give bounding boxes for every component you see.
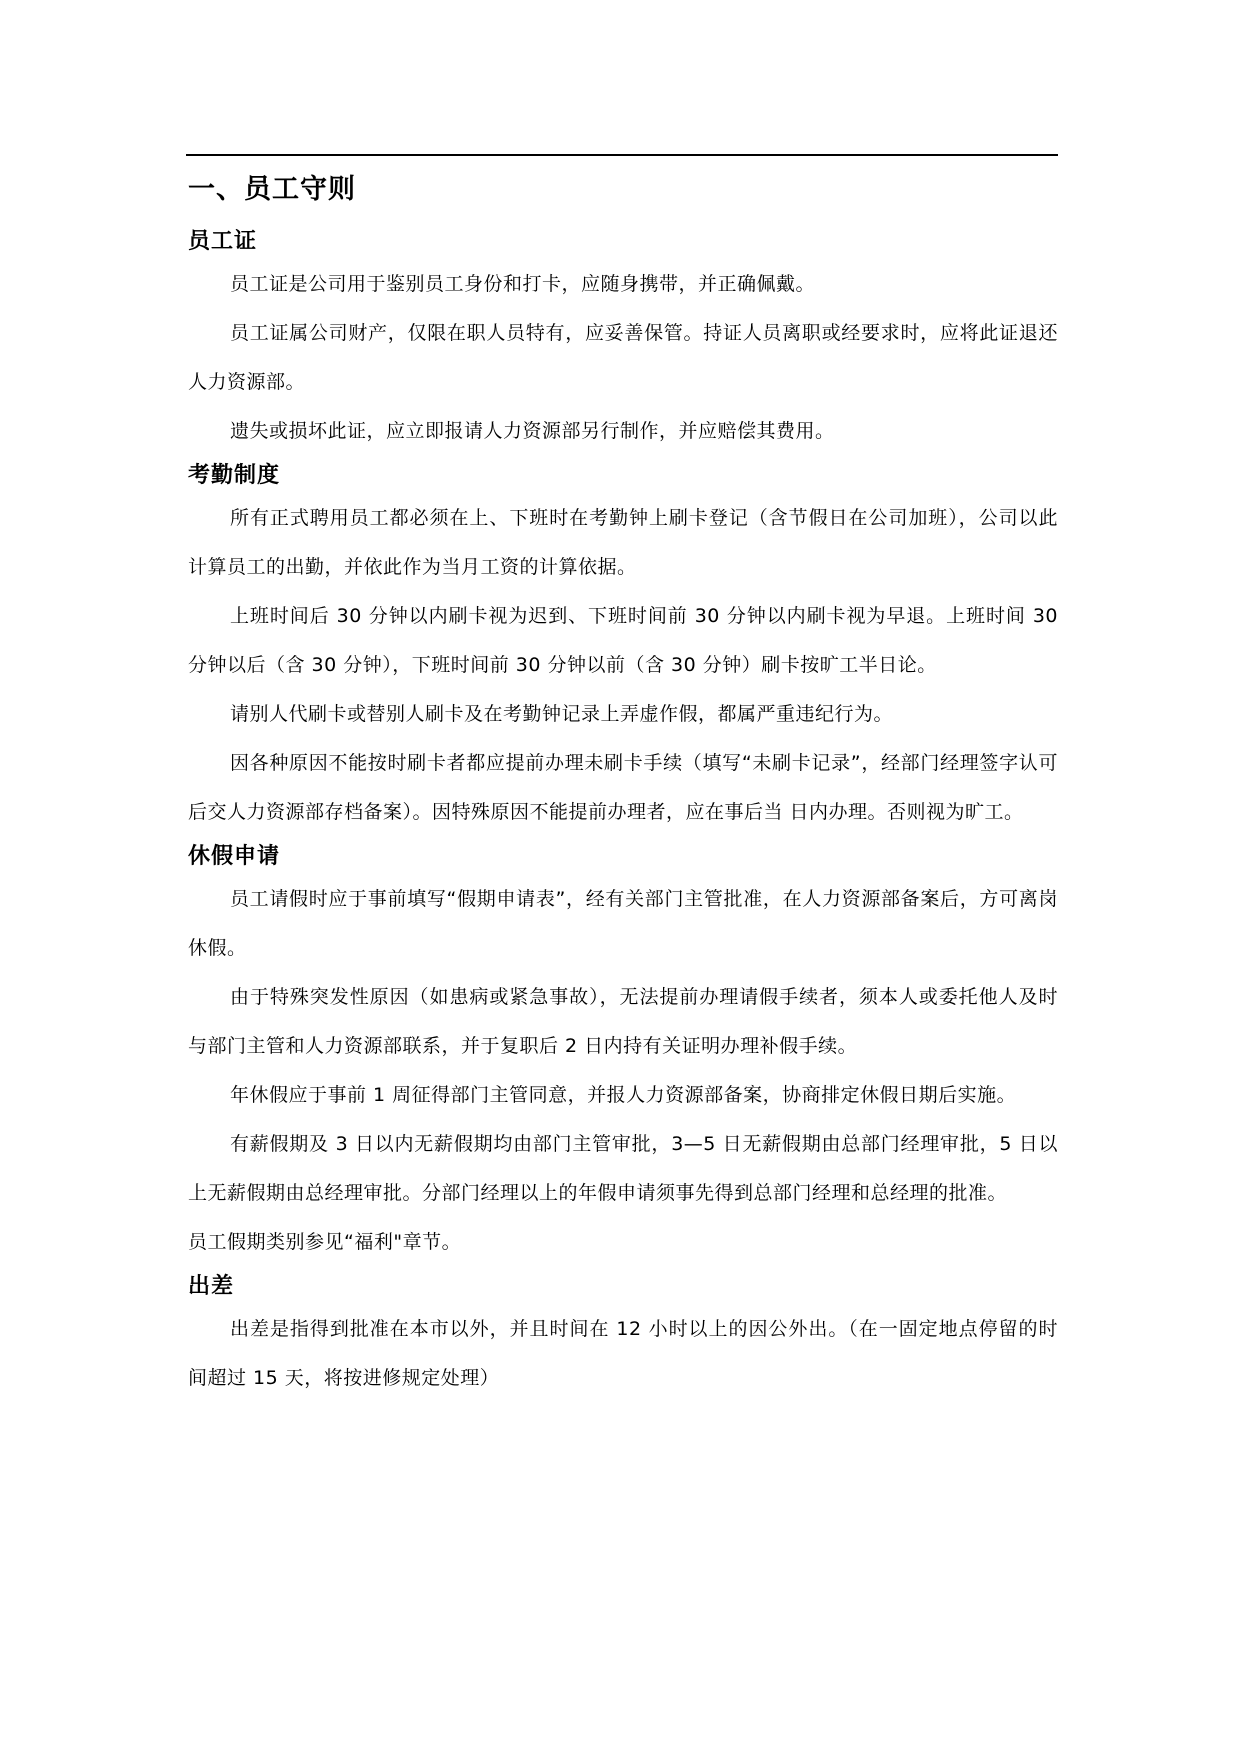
section-employee-card — [188, 224, 1058, 456]
paragraph: 员工证是公司用于鉴别员工身份和打卡，应随身携带，并正确佩戴。 — [230, 273, 816, 295]
paragraph: 遗失或损坏此证，应立即报请人力资源部另行制作，并应赔偿其费用。 — [230, 420, 835, 442]
chapter-title: 一、员工守则 — [188, 174, 356, 205]
section-heading-employee-card: 员工证 — [188, 229, 258, 254]
header-rule — [186, 154, 1058, 156]
paragraph: 因各种原因不能按时刷卡者都应提前办理未刷卡手续（填写“未刷卡记录”，经部门经理签字认可后交人力资源部存档备案）。因特殊原因不能提前办理者，应在事后当 日内办理。否则视为旷工。 — [188, 752, 1058, 823]
paragraph: 请别人代刷卡或替别人刷卡及在考勤钟记录上弄虚作假，都属严重违纪行为。 — [230, 703, 894, 725]
paragraph: 所有正式聘用员工都必须在上、下班时在考勤钟上刷卡登记（含节假日在公司加班），公司以此计算员工的出勤，并依此作为当月工资的计算依据。 — [188, 507, 1058, 578]
paragraph: 员工证属公司财产，仅限在职人员特有，应妥善保管。持证人员离职或经要求时，应将此证退还人力资源部。 — [188, 322, 1058, 393]
section-business-trip — [188, 1269, 1058, 1403]
section-heading-business-trip: 出差 — [188, 1274, 235, 1299]
paragraph: 员工请假时应于事前填写“假期申请表”，经有关部门主管批准，在人力资源部备案后，方可离岗休假。 — [188, 888, 1058, 959]
section-heading-attendance: 考勤制度 — [188, 463, 281, 488]
paragraph: 出差是指得到批准在本市以外，并且时间在 12 小时以上的因公外出。（在一固定地点停留的时间超过 15 天，将按进修规定处理） — [188, 1318, 1058, 1389]
document-body — [188, 168, 1058, 1403]
paragraph: 上班时间后 30 分钟以内刷卡视为迟到、下班时间前 30 分钟以内刷卡视为早退。上班时间 30 分钟以后（含 30 分钟），下班时间前 30 分钟以前（含 30 分钟）刷卡按旷工半日论。 — [188, 605, 1058, 676]
paragraph: 有薪假期及 3 日以内无薪假期均由部门主管审批，3—5 日无薪假期由总部门经理审批，5 日以上无薪假期由总经理审批。分部门经理以上的年假申请须事先得到总部门经理和总经理的批准。 — [188, 1133, 1058, 1204]
paragraph: 由于特殊突发性原因（如患病或紧急事故），无法提前办理请假手续者，须本人或委托他人及时与部门主管和人力资源部联系，并于复职后 2 日内持有关证明办理补假手续。 — [188, 986, 1058, 1057]
paragraph: 年休假应于事前 1 周征得部门主管同意，并报人力资源部备案，协商排定休假日期后实施。 — [230, 1084, 1017, 1106]
section-heading-leave: 休假申请 — [188, 844, 281, 869]
leave-category-note: 员工假期类别参见“福利"章节。 — [188, 1231, 462, 1253]
section-attendance — [188, 458, 1058, 837]
section-leave — [188, 839, 1058, 1267]
